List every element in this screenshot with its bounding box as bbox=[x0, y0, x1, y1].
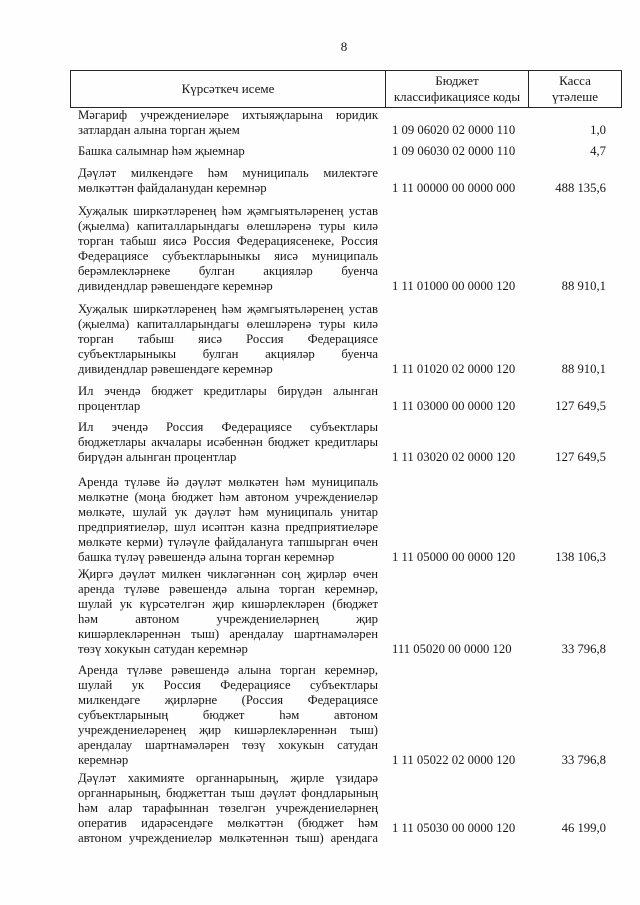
header-value-label-line: Касса bbox=[559, 73, 591, 88]
table-row bbox=[0, 420, 640, 465]
table-row bbox=[0, 567, 640, 657]
indicator-name bbox=[78, 663, 378, 768]
page-number: 8 bbox=[340, 39, 348, 54]
indicator-name-line: керемнәр bbox=[78, 753, 129, 767]
budget-classification-code: 111 05020 00 0000 120 bbox=[392, 641, 512, 656]
indicator-name bbox=[78, 567, 378, 657]
header-indicator-name-label: Күрсәткеч исеме bbox=[181, 81, 275, 96]
header-indicator-name bbox=[71, 71, 385, 107]
indicator-name-line: затлардан алына торган җыем bbox=[78, 122, 240, 137]
indicator-name-line: төзү хокукын сатудан керемнәр bbox=[78, 641, 248, 656]
indicator-name-line: субъектларының бюджет һәм автоном bbox=[78, 708, 378, 722]
indicator-name-line: органнарының, бюджеттан тыш дәүләт фондларының bbox=[78, 785, 378, 800]
indicator-name-line: мөлкәттән файдаланудан керемнәр bbox=[78, 180, 267, 195]
table-row bbox=[0, 384, 640, 414]
indicator-name bbox=[78, 144, 378, 159]
table-row bbox=[0, 771, 640, 846]
indicator-name-line: дивидендлар рәвешендәге керемнәр bbox=[78, 362, 273, 376]
indicator-name-line: (җыелма) капиталларындагы өлешләренә туры килә bbox=[78, 219, 378, 233]
table-row bbox=[0, 663, 640, 768]
indicator-name-line: процентлар bbox=[78, 398, 141, 413]
table-header bbox=[70, 70, 622, 108]
indicator-name-line: торган табыш яисә Россия Федерациясе bbox=[78, 332, 378, 346]
indicator-name-line: мөлкәтне (моңа бюджет һәм автоном учреждениеләр bbox=[78, 489, 378, 504]
indicator-name-line: шулай ук күрсәтелгән җир кишәрлекләрен (бюджет bbox=[78, 596, 378, 611]
indicator-name-line: (җыелма) капиталларындагы өлешләренә туры килә bbox=[78, 317, 378, 331]
indicator-name-line: бирүдән алынган процентлар bbox=[78, 450, 237, 464]
indicator-name bbox=[78, 384, 378, 414]
indicator-name-line: милкендәге җирләрне (Россия Федерациясе bbox=[78, 693, 378, 707]
table-row bbox=[0, 475, 640, 565]
indicator-name-line: Башка салымнар һәм җыемнар bbox=[78, 144, 245, 158]
cash-execution-value: 138 106,3 bbox=[555, 549, 606, 564]
indicator-name-line: берәмлекләрнеке булган акцияләр буенча bbox=[78, 264, 378, 278]
budget-classification-code: 1 11 05000 00 0000 120 bbox=[392, 549, 516, 564]
indicator-name bbox=[78, 166, 378, 196]
cash-execution-value: 33 796,8 bbox=[561, 753, 606, 767]
indicator-name-line: Хуҗалык ширкәтләренең һәм җәмгыятьләренең устав bbox=[78, 302, 378, 316]
cash-execution-value: 127 649,5 bbox=[555, 450, 606, 464]
indicator-name-line: мөлкәте, шулай ук дәүләт һәм муниципаль унитар bbox=[78, 504, 378, 519]
indicator-name bbox=[78, 302, 378, 377]
indicator-name bbox=[78, 420, 378, 465]
indicator-name-line: кишәрлекләреннән тыш) арендалау шартнамәләрен bbox=[78, 626, 378, 641]
budget-classification-code: 1 11 00000 00 0000 000 bbox=[392, 180, 516, 195]
indicator-name-line: Ил эчендә бюджет кредитлары бирүдән алынган bbox=[78, 383, 378, 398]
indicator-name-line: Дәүләт милкендәге һәм муниципаль милектәге bbox=[78, 165, 378, 180]
indicator-name bbox=[78, 771, 378, 846]
indicator-name-line: дивидендлар рәвешендәге керемнәр bbox=[78, 279, 273, 293]
table-row bbox=[0, 302, 640, 377]
budget-classification-code: 1 11 03020 02 0000 120 bbox=[392, 450, 516, 464]
cash-execution-value: 33 796,8 bbox=[561, 641, 606, 656]
indicator-name-line: Аренда түләве рәвешендә алына торган керемнәр, bbox=[78, 663, 378, 677]
indicator-name-line: Ил эчендә Россия Федерациясе субъектлары bbox=[78, 420, 378, 434]
indicator-name-line: Хуҗалык ширкәтләренең һәм җәмгыятьләренең устав bbox=[78, 204, 378, 218]
budget-classification-code: 1 11 05022 02 0000 120 bbox=[392, 753, 516, 767]
indicator-name-line: Дәүләт хакимияте органнарының, җирле үзидарә bbox=[78, 770, 378, 785]
indicator-name-line: субъектларыныкы булган акцияләр буенча bbox=[78, 347, 378, 361]
indicator-name-line: Аренда түләве йә дәүләт мөлкәтен һәм муниципаль bbox=[78, 474, 378, 489]
table-body bbox=[0, 108, 640, 846]
indicator-name-line: һәм алар тарафыннан төзелгән учреждениеләрнең bbox=[78, 800, 378, 815]
cash-execution-value: 46 199,0 bbox=[561, 820, 606, 835]
indicator-name bbox=[78, 204, 378, 294]
indicator-name-line: бюджетлары акчалары исәбеннән бюджет кредитлары bbox=[78, 435, 378, 449]
indicator-name-line: аренда түләве рәвешендә алына торган керемнәр, bbox=[78, 581, 378, 596]
indicator-name-line: мөлкәте керми) түләүле файдалануга тапшырган өчен bbox=[78, 534, 378, 549]
indicator-name-line: арендалау шартнамәләрен төзү хокукын сатудан bbox=[78, 738, 378, 752]
indicator-name bbox=[78, 475, 378, 565]
budget-classification-code: 1 09 06020 02 0000 110 bbox=[392, 122, 516, 137]
table-row bbox=[0, 144, 640, 159]
budget-classification-code: 1 11 05030 00 0000 120 bbox=[392, 820, 516, 835]
indicator-name-line: Мәгариф учреждениеләре ихтыяҗларына юридик bbox=[78, 107, 378, 122]
header-value-label-line: үтәлеше bbox=[552, 89, 598, 104]
table-row bbox=[0, 166, 640, 196]
cash-execution-value: 88 910,1 bbox=[561, 362, 606, 376]
indicator-name-line: автоном учреждениеләр мөлкәтеннән тыш) арендага bbox=[78, 830, 378, 845]
cash-execution-value: 1,0 bbox=[590, 122, 606, 137]
indicator-name-line: Федерациясе субъектларыныкы яисә муниципаль bbox=[78, 249, 378, 263]
indicator-name-line: предприятиеләр, шул исәптән казна предприятиеләре bbox=[78, 519, 378, 534]
budget-classification-code: 1 11 01020 02 0000 120 bbox=[392, 362, 516, 376]
indicator-name-line: һәм автоном учреждениеләрнең җир bbox=[78, 611, 378, 626]
indicator-name-line: Җиргә дәүләт милкен чикләгәннән соң җирләр өчен bbox=[78, 566, 378, 581]
header-code-label-line: классификациясе коды bbox=[393, 89, 521, 104]
budget-classification-code: 1 09 06030 02 0000 110 bbox=[392, 144, 516, 158]
header-cash-execution bbox=[528, 71, 621, 107]
cash-execution-value: 488 135,6 bbox=[555, 180, 606, 195]
indicator-name-line: шулай ук Россия Федерациясе субъектлары bbox=[78, 678, 378, 692]
indicator-name-line: башка түләү рәвешендә алына торган керемнәр bbox=[78, 549, 335, 564]
cash-execution-value: 4,7 bbox=[590, 144, 606, 158]
table-row bbox=[0, 204, 640, 294]
cash-execution-value: 88 910,1 bbox=[561, 279, 606, 293]
header-code-label-line: Бюджет bbox=[435, 73, 479, 88]
indicator-name bbox=[78, 108, 378, 138]
header-budget-classification-code bbox=[385, 71, 528, 107]
table-row bbox=[0, 108, 640, 138]
cash-execution-value: 127 649,5 bbox=[555, 398, 606, 413]
indicator-name-line: торган табыш яисә Россия Федерациясенеке, Россия bbox=[78, 234, 378, 248]
indicator-name-line: оператив идарәсендәге мөлкәттән (бюджет һәм bbox=[78, 815, 378, 830]
budget-classification-code: 1 11 03000 00 0000 120 bbox=[392, 398, 516, 413]
indicator-name-line: учреждениеләренең җир кишәрлекләреннән тыш) bbox=[78, 723, 378, 737]
budget-classification-code: 1 11 01000 00 0000 120 bbox=[392, 279, 516, 293]
